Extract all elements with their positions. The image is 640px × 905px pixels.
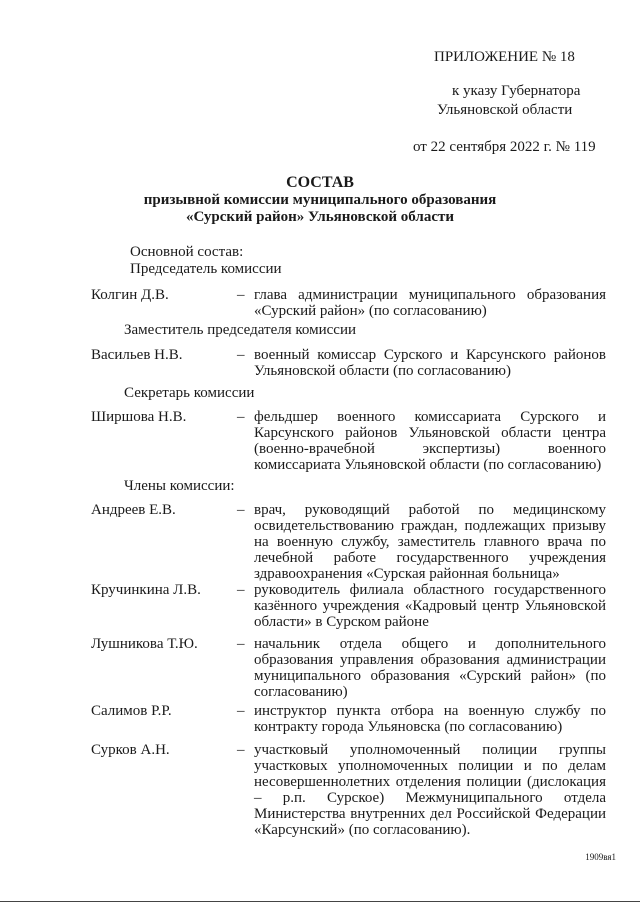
title-line-1: призывной комиссии муниципального образования bbox=[143, 192, 497, 208]
member-name: Сурков А.Н. bbox=[91, 742, 170, 758]
main-composition-label: Основной состав: bbox=[130, 244, 244, 260]
document-code: 1909вя1 bbox=[585, 852, 616, 862]
dash: – bbox=[237, 703, 245, 719]
appendix-number: ПРИЛОЖЕНИЕ № 18 bbox=[434, 49, 575, 65]
member-name: Ширшова Н.В. bbox=[91, 409, 187, 425]
member-name: Салимов Р.Р. bbox=[91, 703, 172, 719]
member-description: врач, руководящий работой по медицинскому освидетельствованию граждан, подлежащих призыву на военную службу, заместитель главного врача по лечебной работе государственного учреждения здравоохранения «Сурская районная больница» bbox=[254, 502, 606, 582]
dash: – bbox=[237, 347, 245, 363]
member-name: Васильев Н.В. bbox=[91, 347, 183, 363]
member-description: военный комиссар Сурского и Карсунского районов Ульяновской области (по согласованию) bbox=[254, 347, 606, 379]
member-name: Кручинкина Л.В. bbox=[91, 582, 201, 598]
dash: – bbox=[237, 287, 245, 303]
dash: – bbox=[237, 636, 245, 652]
member-description: инструктор пункта отбора на военную службу по контракту города Ульяновска (по согласованию) bbox=[254, 703, 606, 735]
member-name: Колгин Д.В. bbox=[91, 287, 169, 303]
page-edge-divider bbox=[0, 901, 640, 902]
decree-reference: к указу Губернатора bbox=[452, 83, 581, 99]
dash: – bbox=[237, 502, 245, 518]
dash: – bbox=[237, 742, 245, 758]
secretary-label: Секретарь комиссии bbox=[124, 385, 255, 401]
member-description: начальник отдела общего и дополнительного образования управления образования администрации муниципального образования «Сурский район» (по согласованию) bbox=[254, 636, 606, 700]
dash: – bbox=[237, 409, 245, 425]
member-description: глава администрации муниципального образования «Сурский район» (по согласованию) bbox=[254, 287, 606, 319]
chairman-label: Председатель комиссии bbox=[130, 261, 282, 277]
decree-region: Ульяновской области bbox=[437, 102, 573, 118]
deputy-label: Заместитель председателя комиссии bbox=[124, 322, 357, 338]
member-description: руководитель филиала областного государственного казённого учреждения «Кадровый центр Ульяновской области» в Сурском районе bbox=[254, 582, 606, 630]
member-description: участковый уполномоченный полиции группы участковых уполномоченных полиции и по делам несовершеннолетних отделения полиции (дислокация – р.п. Сурское) Межмуниципального отдела Министерства внутренних дел Российской Федерации «Карсунский» (по согласованию). bbox=[254, 742, 606, 838]
member-description: фельдшер военного комиссариата Сурского и Карсунского районов Ульяновской области центра (военно-врачебной экспертизы) военного комиссариата Ульяновской области (по согласованию) bbox=[254, 409, 606, 473]
member-name: Андреев Е.В. bbox=[91, 502, 176, 518]
members-label: Члены комиссии: bbox=[124, 478, 235, 494]
member-name: Лушникова Т.Ю. bbox=[91, 636, 198, 652]
decree-date: от 22 сентября 2022 г. № 119 bbox=[413, 139, 596, 155]
dash: – bbox=[237, 582, 245, 598]
document-title: СОСТАВ bbox=[286, 174, 354, 191]
title-line-2: «Сурский район» Ульяновской области bbox=[185, 209, 455, 225]
